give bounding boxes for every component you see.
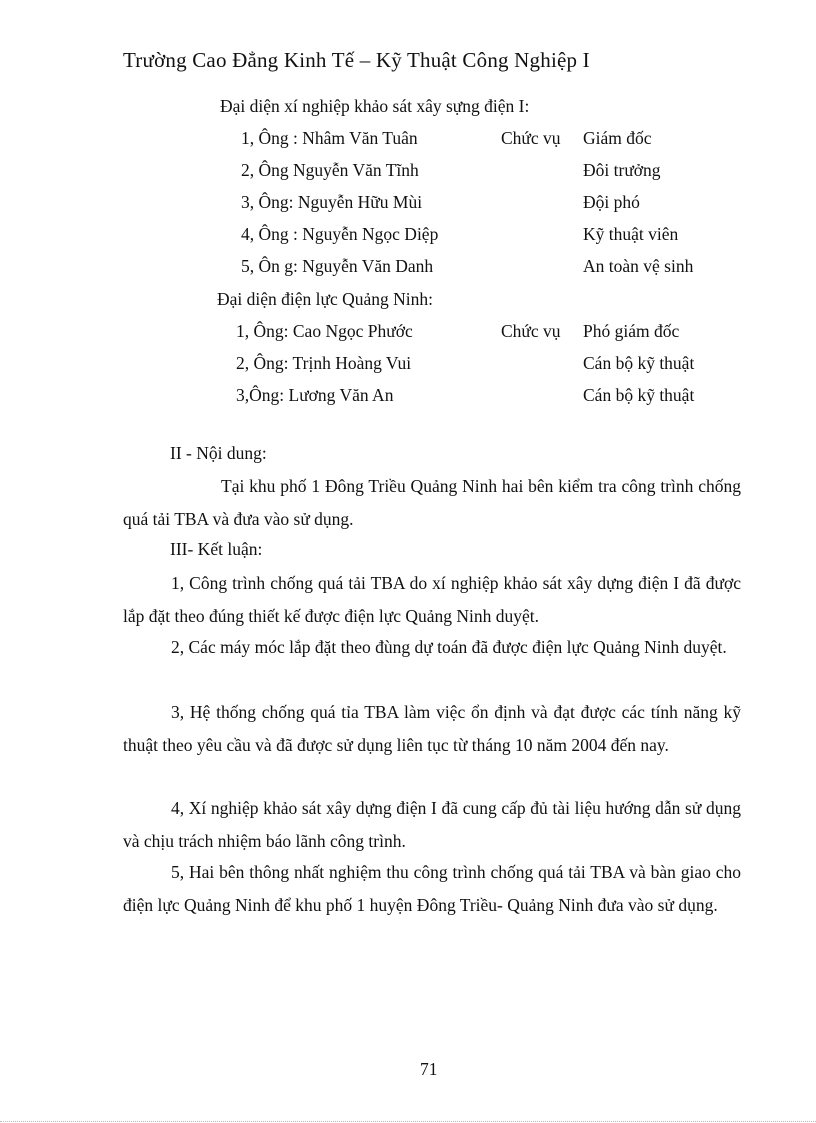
section3-heading: III- Kết luận: <box>170 539 263 559</box>
conclusion-item: 2, Các máy móc lắp đặt theo đùng dự toán đã được điện lực Quảng Ninh duyệt. <box>171 637 727 657</box>
rep1-row-name: 5, Ôn g: Nguyễn Văn Danh <box>241 256 434 276</box>
rep2-row-name: 1, Ông: Cao Ngọc Phước <box>236 321 413 341</box>
page-bottom-divider <box>0 1121 816 1122</box>
rep1-row-name: 4, Ông : Nguyễn Ngọc Diệp <box>241 224 439 244</box>
page-header: Trường Cao Đẳng Kinh Tế – Kỹ Thuật Công Nghiệp I <box>123 48 590 72</box>
rep1-row-role: Kỹ thuật viên <box>583 224 679 244</box>
section2-heading: II - Nội dung: <box>170 443 267 463</box>
conclusion-item: 1, Công trình chống quá tải TBA do xí nghiệp khảo sát xây dựng điện I đã được lắp đặt theo đúng thiết kế được điện lực Quảng Ninh duyệt. <box>123 573 741 626</box>
conclusion-item: 4, Xí nghiệp khảo sát xây dựng điện I đã cung cấp đủ tài liệu hướng dẫn sử dụng và chịu trách nhiệm báo lãnh công trình. <box>123 798 741 851</box>
rep1-row-role: Đội phó <box>583 192 640 212</box>
rep1-row-name: 3, Ông: Nguyễn Hữu Mùi <box>241 192 423 212</box>
rep2-row-name: 3,Ông: Lương Văn An <box>236 385 394 405</box>
rep2-row-name: 2, Ông: Trịnh Hoàng Vui <box>236 353 412 373</box>
page-number: 71 <box>420 1059 438 1079</box>
rep1-title: Đại diện xí nghiệp khảo sát xây sựng điện I: <box>220 96 530 116</box>
rep2-title: Đại diện điện lực Quảng Ninh: <box>217 289 434 309</box>
rep1-row-name: 2, Ông Nguyễn Văn Tĩnh <box>241 160 419 180</box>
rep2-row-role: Phó giám đốc <box>583 321 680 341</box>
rep2-row-role-label: Chức vụ <box>501 321 561 341</box>
rep1-row-role: Giám đốc <box>583 128 652 148</box>
section2-body: Tại khu phố 1 Đông Triều Quảng Ninh hai bên kiểm tra công trình chống quá tải TBA và đưa vào sử dụng. <box>123 476 741 529</box>
rep2-row-role: Cán bộ kỹ thuật <box>583 385 695 405</box>
conclusion-item: 3, Hệ thống chống quá tỉa TBA làm việc ổn định và đạt được các tính năng kỹ thuật theo yêu cầu và đã được sử dụng liên tục từ tháng 10 năm 2004 đến nay. <box>123 702 741 755</box>
conclusion-item: 5, Hai bên thông nhất nghiệm thu công trình chống quá tải TBA và bàn giao cho điện lực Quảng Ninh để khu phố 1 huyện Đông Triều- Quảng Ninh đưa vào sử dụng. <box>123 862 741 915</box>
rep1-row-role: Đôi trưởng <box>583 160 661 180</box>
rep1-row-name: 1, Ông : Nhâm Văn Tuân <box>241 128 418 148</box>
rep1-row-role-label: Chức vụ <box>501 128 561 148</box>
rep2-row-role: Cán bộ kỹ thuật <box>583 353 695 373</box>
rep1-row-role: An toàn vệ sinh <box>583 256 694 276</box>
